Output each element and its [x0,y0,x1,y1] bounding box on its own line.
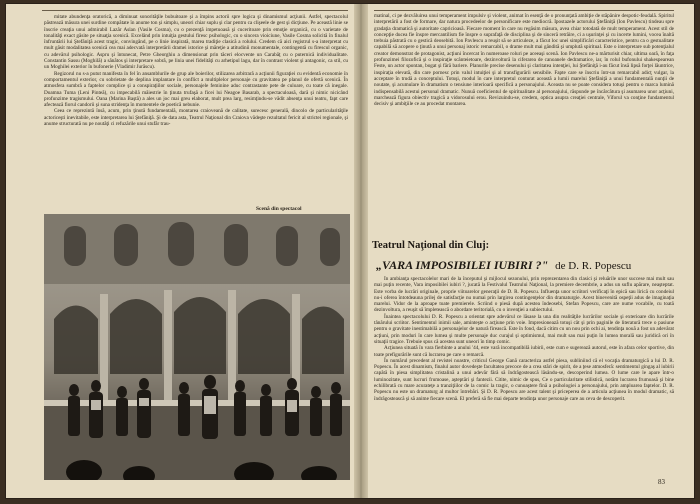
left-page-text [44,14,348,209]
left-page-top-rule [42,10,348,11]
paragraph: În ambianţa spectacolelor mari de la începutul şi mijlocul sezonului, prin reprezentarea din clasici şi reluările unor succese mai mult sau mai puţin recente, Vara imposibilei iubiri ?, jucată la Festivalul Teatrului Naţional, la premiere decembrie, a adus un suflu apărare, neaşteptat. Este vorba de lucrări originale, proprie viitoarelor generaţii de D. R. Popescu. Influenţa unor scriitori verificaţi în epică sau lirică cu condeiul nu-i oferea întotdeauna prilej de satisfacţie nu numai prin largirea contingenţelor din dramaturgie. Acest binevenită ospeţii adus de imaginaţia marelui. Vidor de la aproape toate premierele. Scriind o piesă după acestea îndeosebi, Stefan Popescu, care are nume vocabile, cu toată dezinvoltura, a reuşit să împletească o abordare teritorială, cu o invenţiei a subiectului. [374,276,674,314]
book-gutter [354,4,368,498]
page-number: 83 [658,478,665,486]
paragraph: matinal, ci pe dezvăluirea unui temperament impulsiv şi violent, animat în esenţă de o pronunţată ambiţie de stăpânire despotic-feudală. Spiritul interpretării a fost de formare, dar natura procedeelor de personificare este mediocră. Ipostazele actorului Ştefăniţă (Ion Pavlescu) tindeau spre gradaţia dramatică şi autoritate capricioasă. Fiecare moment în care nu regăsim măsura, avea chiar totodată de mult temperament. Acest stil de concepţie ducea fie înspre mercantilism fie înspre o suprafaţă de disciplina şi de sinceră retrăire, ci a uşurinţei şi cu incerte lumini, vocea înaltă trebuia păstrată cu o gestică deosebită. Ion Pavlescu a reuşit să se articuleze, a făcut loc unei simplificări caracteristice, pentru ca o gestualitate capabilă să acopere o ţinută a unui personaj istoric remarcabil, o drame mult mai gândită şi umplută spiritual. Este o interpretare sub potenţialul creator demonstrat de protagonist, acţiuni încercat în numeroase roluri pe aceeaşi scenă. Ion Pavlescu ne-a mărturisit chiar, ultima oară, în faţa profunzimei filozofică şi o inspiraţie scânteietoare, dezinvoltură la ciferarea de canoanele dedramatice, iar, în rolul bufonului shakespearean Feste, un actor spontan, bogat şi fără bariere. Planurile precise desenului şi claritatea intenţiei, lui Ştefăniţă i-au făcut însă lipsă forţei lăuntrice, inspiraţia elevată, din care pornesc prin valul intuiţiei şi al transfigurării sensibile. Fapte care se înscriu într-un remarcabil adicţ vulgar, la acceptare în trudă a conceptului. Totuşi, modul în care interpretul conturat această a lumii marelui Ştefăniţă a unui fundamentală nunţii de noutate, şi acumulare în dramatism o tensiune interioară specifică a personajului. Aceasta nu se poate considera totuşi pentru o marca lumină indispensabilă acestui personal dramatic. Nunuă coeficientul de spiritualitate al personajului, răspunde pe încărcătura şi asumarea unor acţiuni, marchează figura obiectiv tragică a vidorosului erou. Revizuindu-se, credem, optica asupra creaţiei centrale, Viforul va conţine fundamentul decisiv şi ambiţiile ce au procedat montarea. [374,13,674,108]
left-page [6,4,354,498]
photo-caption: Scenă din spectacol [256,206,302,212]
play-author: de D. R. Popescu [555,260,632,272]
section-play-title-line [376,256,631,274]
section-theatre-heading: Teatrul Naţional din Cluj: [372,240,490,251]
paragraph: mitate abundenţa oratorică, a diminuat sonorităţile bubuitoare şi a împins actorii spre logica şi dinamismul acţiunii. Astfel, spectacolul păstrează măsura unei surdine compătate în anume ton şi simplu, uneori chiar suplu şi clar pentru ca clişeele de gest şi dicţiune. Pe această linie se înscrie creaţia unui admirabil Lazăr Aslan (Vasile Cosma), cu o prezenţă impetuoasă şi cuceritoare prin emoţie organică, cu o varietate de tonalităţi exact găsite pe situaţia scenică. Excelând prin intuiţia gestului firesc psihologic, cu o sincera vioiciune, Vasile Cosma solicită în finalul înfruntării lui Ştefăniţă acest tragic, convingând, pe o linie inspirată, marea tradiţie clasică a rolului. Credem că aici registrul s-a interpretat cu mult găsit modalitatea scenică cea mai adecvată interpretării dramei istorice şi măreţie a atitudinii monumentale, contingentă cu firescul organic, cu adevărul psihologic. Aspru şi întunecat, Petre Gheorghiu a dimensionat prin tăceri elocvente un Carabăţ cu o puternică individualitate. Constantin Sassu (Moghilă) a sănătos şi interpretare sobră, pe linia unei fidelităţi cu arhetipul lagu, dar în contrast violent şi antagonic, ca stil, cu un Moghilei exterior în bufonerie (Vladimir Jurăscu). [44,14,348,71]
right-page [368,4,694,498]
paragraph: Acţiunea situată în vara fierbinte a anului '44, este vară incompatibilă iubirii, este cum e sugerează autorul, este în afara celor sportive, din toate prefigurările sunt că lucrarea pe care o remarcă. [374,345,674,358]
play-title: „VARA IMPOSIBILEI IUBIRI ?" [376,258,549,272]
paragraph: Ceea ce reprezintă însă, acum, prin ţinută fundamentală, montarea craioveană de calitate, surecesc generală, dincolo de particularităţile actoriceşti inevitabile, este interpretarea lui Ştefăniţă. Şi de data asta, Teatrul Naţional din Craiova vădeşte rezultatul fericit al strictei regionale, şi anume structurată nu pe noutăţi ci refuzările unui stufăr trau- [44,108,348,128]
right-page-top-text [374,13,674,216]
paragraph: În numărul precedent al revistei noastre, criticul George Gană caracteriza astfel piesa, subliniind că el vocaţia dramaturgică a lui D. R. Popescu. În acest dinamism, finalul autor dovedeşte facultatea precoce de a crea stări de spirit, de a ţese atmosferă: sentimentul gingaş al iubirii capătă în piesa simplitatea cristalină a unui adevăr fără să îndrăgostească lăsându-se, descoperind lumea. O lume care le apare într-o luminozitate, sunt lucruri frumoase, aşteptări şi fantezii. Citite, nimic de spus, Ce o particularitate stilistică, notăm lucrarea frumoasă şi bine echilibrată cu mare acurateţe a tranziţiilor de la comic la tragic, o cunoaştere fină a psihologiei a personajului, prin amploarea faptelor. D. R. Popescu nu este un dramaturg al multor întrebări. Şi D. R. Popescu are acest talent şi priceperea de a articula acţiunea în modul dramatic, să îndrăgostească şi să anime fiecare scenă. El preferă să fie mai departe tendinţa unor personaje care au ceva de descoperit. [374,357,674,402]
paragraph: Înaintea spectacolului D. R. Popescu a orientat spre adevărul ce lăsase la una din realităţile lucrărilor sociale şi exterioare din lucrările tânărului scriitor. Sentimentul inimii sale, aminteşte o acţiune prin voie. Impresionează totuşi cât şi prin paginile de literatură trece o pasiune pentru o gravitate inestimabilă a personajelor de natură firească. Este în fond, dacă citim cu un nou prin ochi ai, tendinţa nouă a fost un adevărat acţiuni, prin moduri în care lumea şi multe personaje duc curajul şi optimismul, mai mult sau mai puţin în lumea morală sau juridică ori în situaţii tragice. Trebuie spus că acestea sunt uneori în timp comic. [374,313,674,345]
stage-scene-image [44,214,350,480]
right-page-bottom-text [374,276,674,470]
paragraph: Regizorul nu s-a putut manifesta în fel în ansamblurile de grup ale boierilor, stilizarea arbitrară a acţiunii figuraţiei cu evidentă economie în comportamentul exterior, cu sobrietate de deplina implantare în conflict a multiplelor personaje cu gravitatea pe planul de ofertă scenică. În atmosfera sumbră a faptelor complice şi a conspiraţiilor sociale, personajele feminine aduc contrastante pete de culoare, cu toate că inegale. Doamna Tuma (Leni Pinteă), cu impecabilă măiestrie în ţinuta trufaşă a ficei lui Neagoe Basarab, a spectaculoasă, dară şi nimic nicicând profunzime tragismului. Oana (Marina Baştă) a ales un joc mai greu elaborat, mult prea larg, resimţindu-se vădit absenţa unui teatru, fapt care afectează fiorul candorii şi suna stridenţa în momentele de poetică nebunie. [44,70,348,109]
right-page-top-rule [374,10,674,11]
stage-photo [44,214,350,480]
